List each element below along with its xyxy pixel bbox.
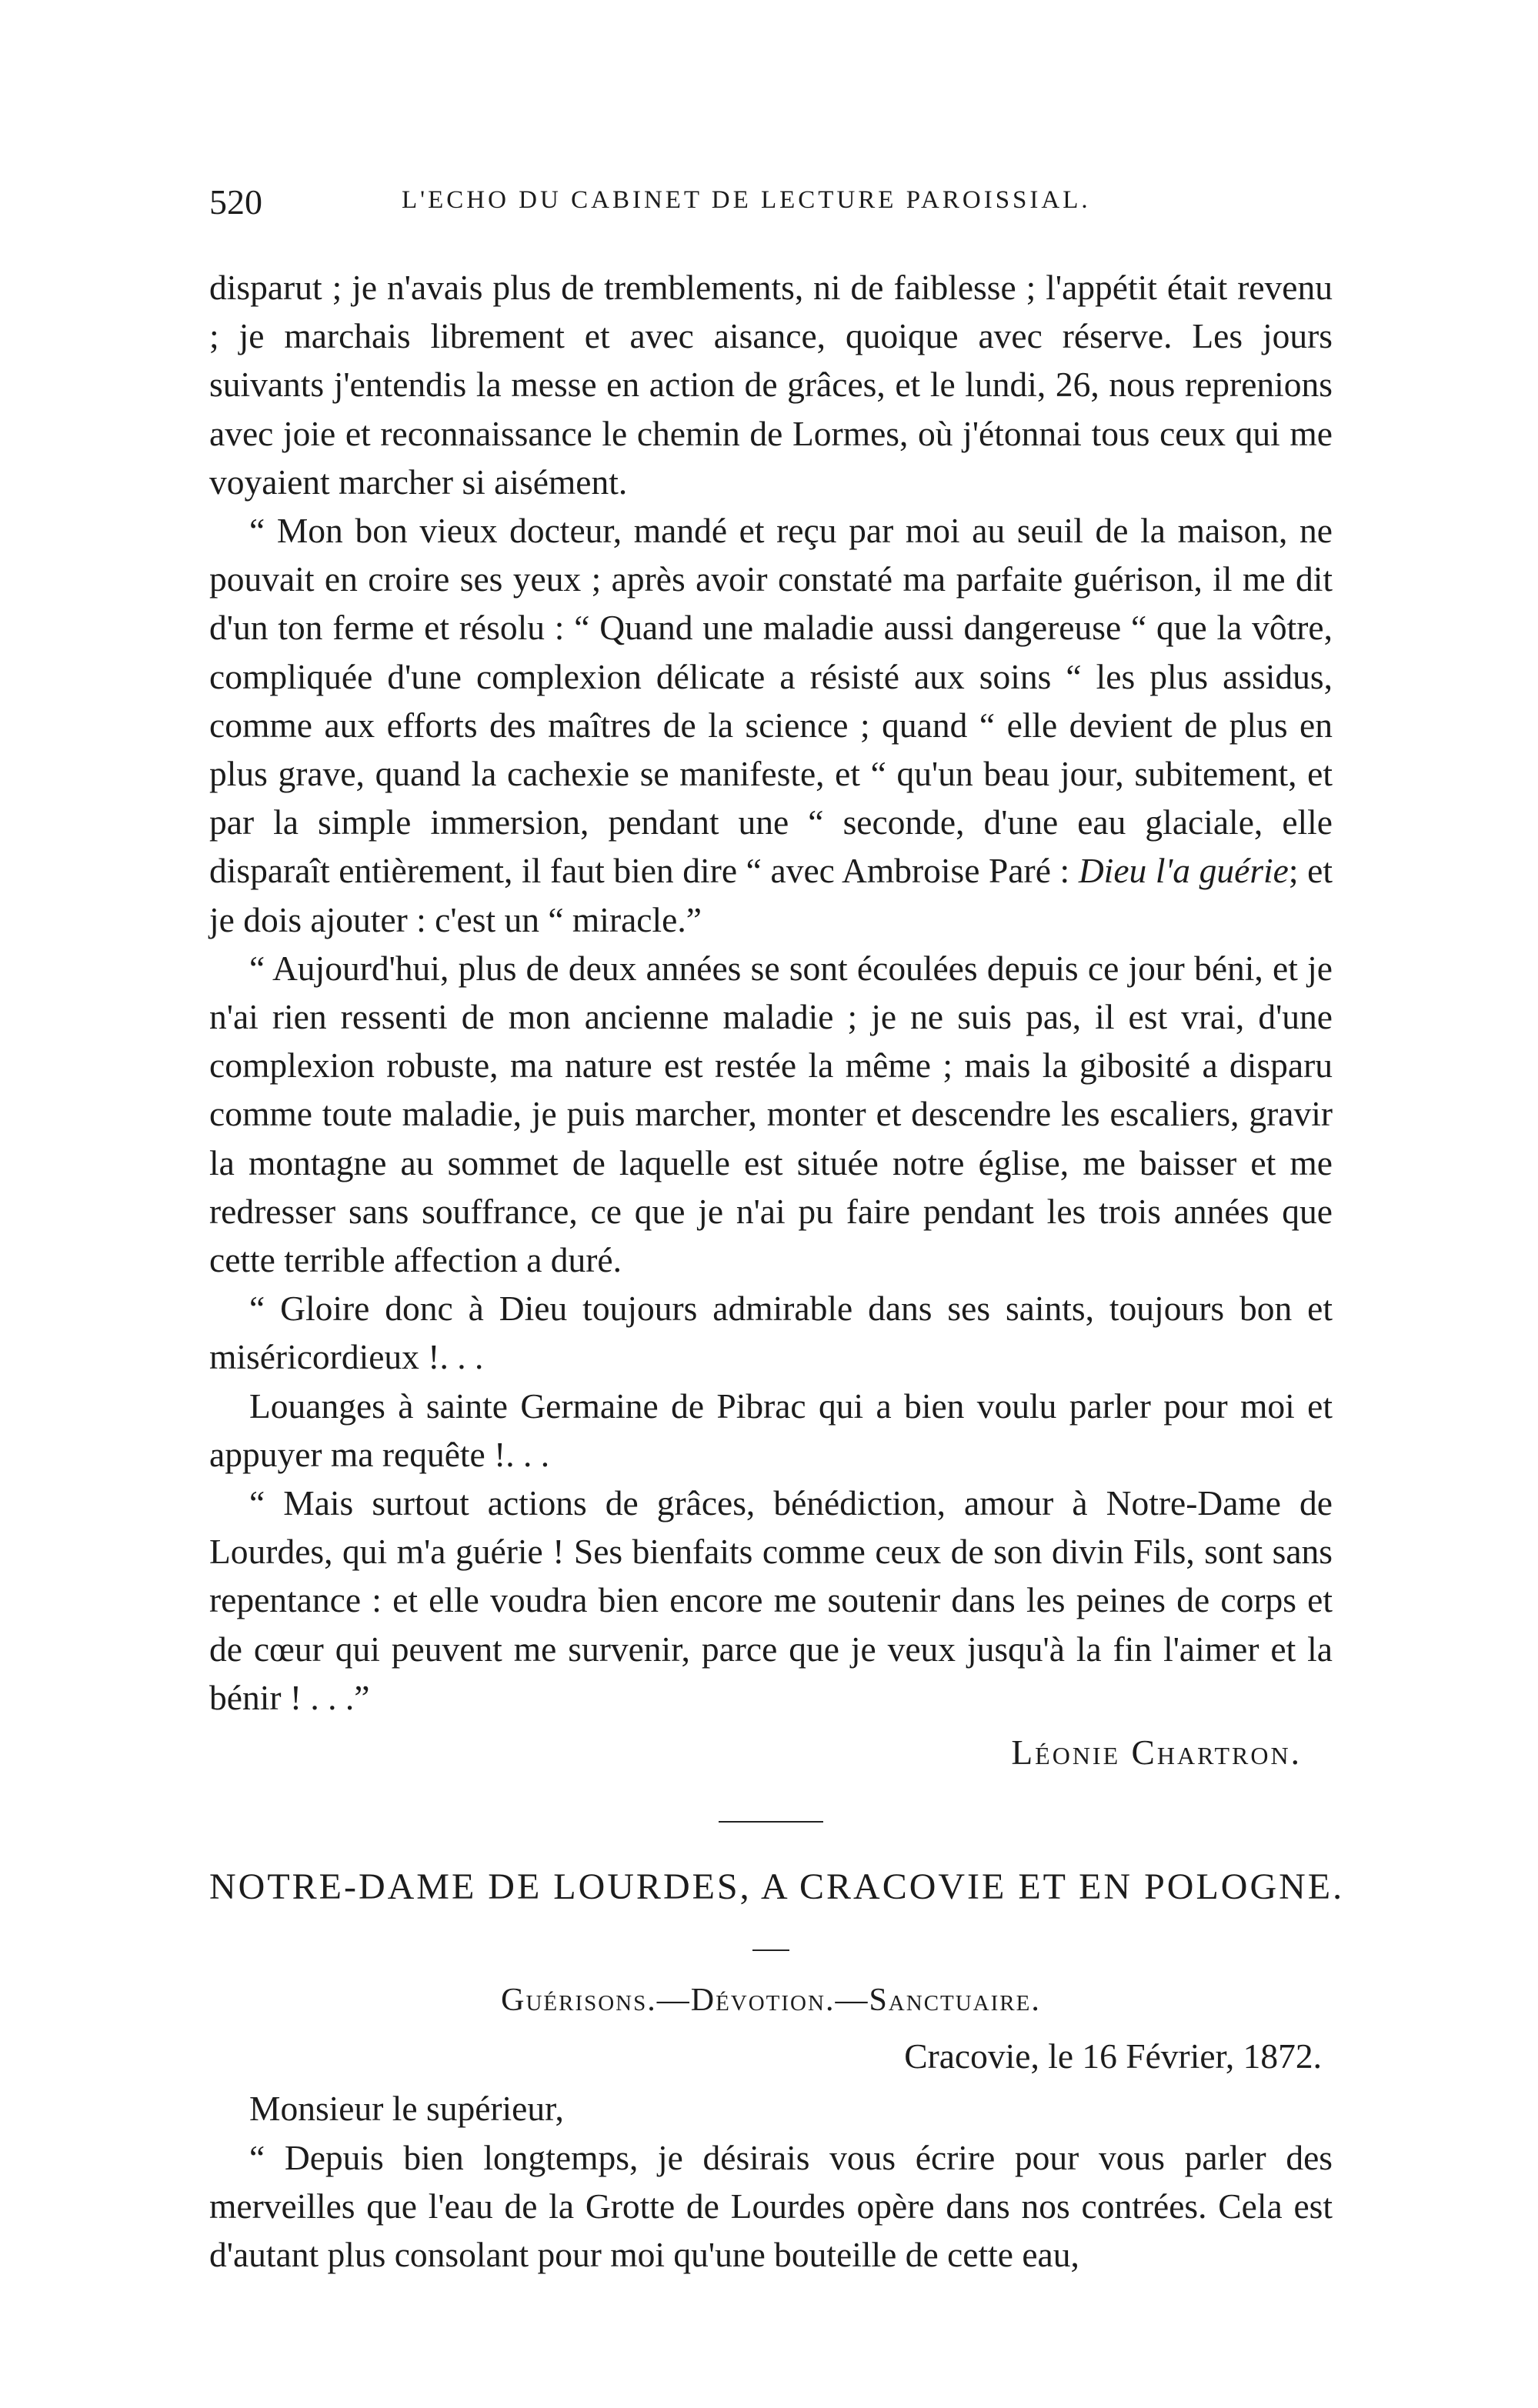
title-divider <box>752 1949 789 1951</box>
paragraph: Louanges à sainte Germaine de Pibrac qui a bien voulu parler pour moi et appuyer ma requête !. . . <box>209 1386 1333 1474</box>
article-subtitle: Guérisons.—Dévotion.—Sanctuaire. <box>501 1983 1041 2019</box>
body-text <box>209 263 1333 1776</box>
page-number: 520 <box>209 182 262 222</box>
paragraph <box>209 506 1333 944</box>
dateline: Cracovie, le 16 Février, 1872. <box>904 2036 1322 2076</box>
section-divider <box>719 1821 823 1823</box>
book-page <box>209 175 1345 2279</box>
quote-text: “ Mon bon vieux docteur, mandé et reçu par moi au seuil de la maison, ne pouvait en croire ses yeux ; après avoir constaté ma parfaite guérison, il me dit d'un ton ferme et résolu : “ Quand une maladie aussi dangereuse “ que la vôtre, compliquée d'une complexion délicate a résisté aux soins “ les plus assidus, comme aux efforts des maîtres de la science ; quand “ elle devient de plus en plus grave, quand la cachexie se manifeste, et “ qu'un beau jour, subitement, et par la simple immersion, pendant une “ seconde, d'une eau glaciale, elle disparaît entièrement, il faut bien dire “ avec Ambroise Paré : <box>209 511 1333 891</box>
paragraph: disparut ; je n'avais plus de tremblements, ni de faiblesse ; l'appétit était revenu ; je marchais librement et avec aisance, quoique avec réserve. Les jours suivants j'entendis la messe en action de grâces, et le lundi, 26, nous reprenions avec joie et reconnaissance le chemin de Lormes, où j'étonnai tous ceux qui me voyaient marcher si aisément. <box>209 268 1333 502</box>
running-head <box>209 175 1333 229</box>
italic-quote: Dieu l'a guérie <box>1078 851 1289 891</box>
paragraph: “ Aujourd'hui, plus de deux années se sont écoulées depuis ce jour béni, et je n'ai rien ressenti de mon ancienne maladie ; je ne suis pas, il est vrai, d'une complexion robuste, ma nature est restée la même ; mais la gibosité a disparu comme toute maladie, je puis marcher, monter et descendre les escaliers, gravir la montagne au sommet de laquelle est située notre église, me baisser et me redresser sans souffrance, ce que je n'ai pu faire pendant les trois années que cette terrible affection a duré. <box>209 948 1333 1280</box>
article-title: NOTRE-DAME DE LOURDES, A CRACOVIE ET EN POLOGNE. <box>209 1866 1345 1908</box>
paragraph: “ Mais surtout actions de grâces, bénédiction, amour à Notre-Dame de Lourdes, qui m'a guérie ! Ses bienfaits comme ceux de son divin Fils, sont sans repentance : et elle voudra bien encore me soutenir dans les peines de corps et de cœur qui peuvent me survenir, parce que je veux jusqu'à la fin l'aimer et la bénir ! . . .” <box>209 1483 1333 1717</box>
paragraph: “ Gloire donc à Dieu toujours admirable dans ses saints, toujours bon et miséricordieux !. . . <box>209 1289 1333 1377</box>
paragraph: “ Depuis bien longtemps, je désirais vous écrire pour vous parler des merveilles que l'eau de la Grotte de Lourdes opère dans nos contrées. Cela est d'autant plus consolant pour moi qu'une bouteille de cette eau, <box>209 2137 1333 2274</box>
signature: Léonie Chartron. <box>1011 1733 1302 1773</box>
letter-text <box>209 2084 1333 2279</box>
running-title: L'ECHO DU CABINET DE LECTURE PAROISSIAL. <box>402 186 1091 214</box>
quote-text: ; et je dois ajouter : c'est un “ miracle.” <box>209 851 1333 939</box>
salutation: Monsieur le supérieur, <box>249 2089 564 2129</box>
